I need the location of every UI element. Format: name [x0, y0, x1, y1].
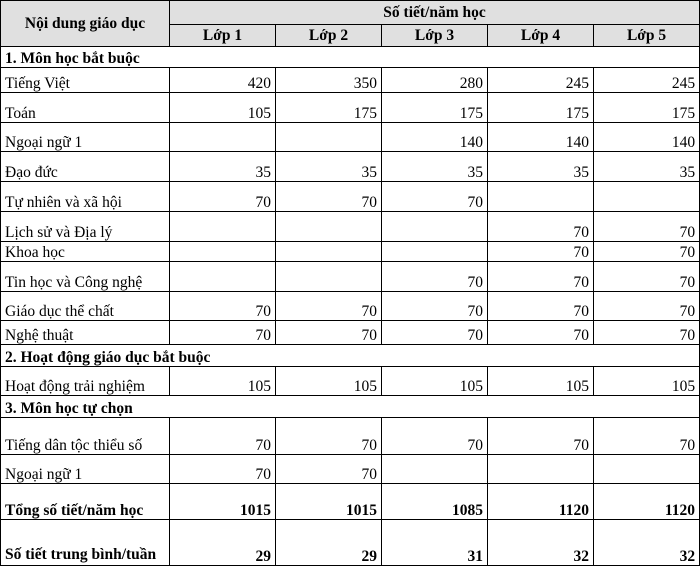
- table-row: [1, 292, 700, 321]
- grade-header: Lớp 5: [594, 25, 700, 47]
- value-cell: [382, 242, 488, 262]
- value-cell: [276, 123, 382, 152]
- section-title: 2. Hoạt động giáo dục bắt buộc: [1, 345, 700, 367]
- total-cell: 1085: [382, 484, 488, 520]
- value-cell: [382, 455, 488, 484]
- value-cell: 105: [594, 367, 700, 396]
- value-cell: 70: [382, 321, 488, 345]
- value-cell: 70: [594, 321, 700, 345]
- value-cell: 70: [594, 418, 700, 455]
- weekly-cell: 29: [276, 520, 382, 566]
- row-label: Khoa học: [1, 242, 170, 262]
- value-cell: 105: [170, 93, 276, 123]
- value-cell: 175: [594, 93, 700, 123]
- value-cell: 245: [488, 68, 594, 93]
- value-cell: [276, 262, 382, 292]
- value-cell: 70: [382, 292, 488, 321]
- grade-header: Lớp 3: [382, 25, 488, 47]
- value-cell: [276, 212, 382, 242]
- value-cell: 140: [594, 123, 700, 152]
- row-label: Ngoại ngữ 1: [1, 455, 170, 484]
- total-cell: 1015: [276, 484, 382, 520]
- value-cell: 70: [382, 418, 488, 455]
- value-cell: 70: [170, 321, 276, 345]
- periods-group-header: Số tiết/năm học: [170, 1, 700, 25]
- value-cell: 70: [170, 418, 276, 455]
- value-cell: 105: [382, 367, 488, 396]
- row-label: Đạo đức: [1, 152, 170, 182]
- content-column-header: Nội dung giáo dục: [1, 1, 170, 47]
- value-cell: 70: [594, 262, 700, 292]
- value-cell: 70: [488, 418, 594, 455]
- value-cell: 105: [488, 367, 594, 396]
- row-label: Hoạt động trải nghiệm: [1, 367, 170, 396]
- grade-header: Lớp 2: [276, 25, 382, 47]
- value-cell: [170, 212, 276, 242]
- value-cell: 175: [276, 93, 382, 123]
- value-cell: 280: [382, 68, 488, 93]
- value-cell: [170, 262, 276, 292]
- value-cell: 140: [382, 123, 488, 152]
- value-cell: [382, 212, 488, 242]
- grade-header: Lớp 4: [488, 25, 594, 47]
- table-body: [1, 47, 700, 566]
- value-cell: [488, 455, 594, 484]
- value-cell: 35: [276, 152, 382, 182]
- table-row: [1, 68, 700, 93]
- value-cell: [488, 182, 594, 212]
- value-cell: 70: [170, 292, 276, 321]
- value-cell: 70: [382, 182, 488, 212]
- total-cell: 1120: [488, 484, 594, 520]
- row-label: Tự nhiên và xã hội: [1, 182, 170, 212]
- table-row: [1, 152, 700, 182]
- value-cell: 70: [276, 321, 382, 345]
- value-cell: 70: [276, 455, 382, 484]
- value-cell: [594, 455, 700, 484]
- weekly-average-row: [1, 520, 700, 566]
- weekly-cell: 29: [170, 520, 276, 566]
- weekly-cell: 31: [382, 520, 488, 566]
- table-header: [1, 1, 700, 47]
- value-cell: 70: [276, 292, 382, 321]
- table-row: [1, 367, 700, 396]
- value-cell: [170, 123, 276, 152]
- value-cell: 105: [276, 367, 382, 396]
- value-cell: 70: [488, 212, 594, 242]
- total-cell: 1015: [170, 484, 276, 520]
- value-cell: 70: [488, 321, 594, 345]
- row-label: Tiếng Việt: [1, 68, 170, 93]
- value-cell: 245: [594, 68, 700, 93]
- table-row: [1, 212, 700, 242]
- row-label: Tin học và Công nghệ: [1, 262, 170, 292]
- value-cell: 35: [594, 152, 700, 182]
- row-label: Tổng số tiết/năm học: [1, 484, 170, 520]
- value-cell: 70: [594, 292, 700, 321]
- table-row: [1, 93, 700, 123]
- value-cell: 70: [594, 212, 700, 242]
- value-cell: 35: [170, 152, 276, 182]
- table-row: [1, 242, 700, 262]
- value-cell: 70: [170, 455, 276, 484]
- value-cell: [170, 242, 276, 262]
- row-label: Tiếng dân tộc thiểu số: [1, 418, 170, 455]
- value-cell: 70: [276, 418, 382, 455]
- section-header: [1, 47, 700, 68]
- value-cell: 70: [488, 262, 594, 292]
- value-cell: 350: [276, 68, 382, 93]
- total-cell: 1120: [594, 484, 700, 520]
- section-title: 1. Môn học bắt buộc: [1, 47, 700, 68]
- section-header: [1, 396, 700, 418]
- section-header: [1, 345, 700, 367]
- value-cell: 105: [170, 367, 276, 396]
- row-label: Số tiết trung bình/tuần: [1, 520, 170, 566]
- table-row: [1, 123, 700, 152]
- table-row: [1, 418, 700, 455]
- value-cell: 420: [170, 68, 276, 93]
- value-cell: 70: [382, 262, 488, 292]
- value-cell: 70: [594, 242, 700, 262]
- section-title: 3. Môn học tự chọn: [1, 396, 700, 418]
- value-cell: 70: [276, 182, 382, 212]
- value-cell: 175: [382, 93, 488, 123]
- value-cell: [276, 242, 382, 262]
- row-label: Giáo dục thể chất: [1, 292, 170, 321]
- value-cell: 140: [488, 123, 594, 152]
- totals-row: [1, 484, 700, 520]
- weekly-cell: 32: [488, 520, 594, 566]
- value-cell: 175: [488, 93, 594, 123]
- weekly-cell: 32: [594, 520, 700, 566]
- table-row: [1, 321, 700, 345]
- value-cell: 35: [488, 152, 594, 182]
- value-cell: 70: [488, 242, 594, 262]
- row-label: Lịch sử và Địa lý: [1, 212, 170, 242]
- row-label: Ngoại ngữ 1: [1, 123, 170, 152]
- table-row: [1, 182, 700, 212]
- value-cell: 70: [170, 182, 276, 212]
- grade-header: Lớp 1: [170, 25, 276, 47]
- value-cell: 35: [382, 152, 488, 182]
- row-label: Nghệ thuật: [1, 321, 170, 345]
- table-row: [1, 455, 700, 484]
- value-cell: 70: [488, 292, 594, 321]
- row-label: Toán: [1, 93, 170, 123]
- value-cell: [594, 182, 700, 212]
- table-row: [1, 262, 700, 292]
